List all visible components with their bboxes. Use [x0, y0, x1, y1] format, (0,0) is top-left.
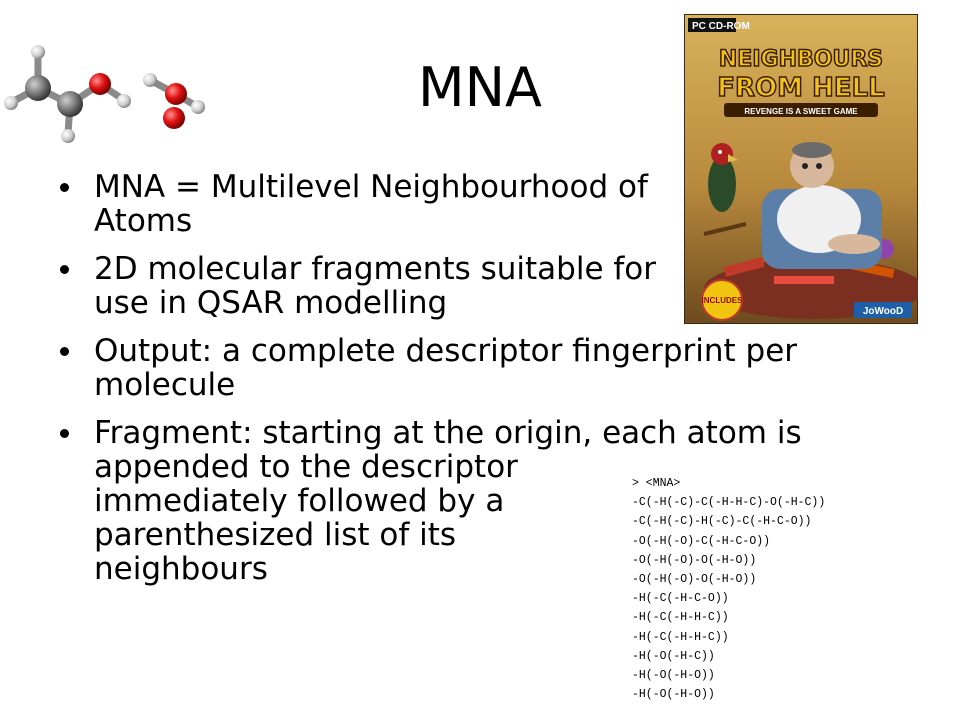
cover-title-line2: FROM HELL — [717, 73, 885, 103]
hydrogen-atom — [191, 100, 205, 114]
hydrogen-atom — [61, 129, 75, 143]
oxygen-atom — [163, 107, 185, 129]
mna-descriptor-line: -C(-H(-C)-H(-C)-C(-H-C-O)) — [632, 515, 812, 529]
bullet-dot — [60, 429, 69, 438]
carbon-atom — [25, 75, 51, 101]
sticker-label: INCLUDES — [701, 296, 743, 305]
mna-descriptor-line: -O(-H(-O)-O(-H-O)) — [632, 573, 757, 587]
bullet-text: 2D molecular fragments suitable for use in QSAR modelling — [94, 251, 657, 321]
bullet-dot — [60, 347, 69, 356]
hydrogen-atom — [117, 94, 131, 108]
bullet-item — [56, 334, 854, 402]
mna-descriptor-block — [632, 474, 825, 704]
publisher-logo: JoWooD — [862, 306, 904, 317]
mna-descriptor-line: -H(-C(-H-H-C)) — [632, 611, 729, 625]
bullet-text: Fragment: starting at the origin, each atom is appended to the descriptor immediately followed by a parenthesized list of its neighbours — [94, 415, 802, 587]
bullet-text: MNA = Multilevel Neighbourhood of Atoms — [94, 169, 648, 239]
oxygen-atom — [165, 83, 187, 105]
cover-tagline: REVENGE IS A SWEET GAME — [744, 107, 858, 116]
bullet-item — [56, 170, 674, 238]
slide-title: MNA — [418, 56, 542, 119]
hydrogen-atom — [143, 73, 157, 87]
mna-descriptor-line: -H(-C(-H-C-O)) — [632, 592, 729, 606]
bullet-text: Output: a complete descriptor fingerprint per molecule — [94, 333, 798, 403]
hydrogen-atom — [31, 45, 45, 59]
bullet-item — [56, 252, 694, 320]
cover-title-line1: NEIGHBOURS — [718, 47, 884, 72]
cover-badge: PC CD-ROM — [692, 21, 750, 32]
oxygen-atom — [89, 73, 111, 95]
mna-descriptor-line: -O(-H(-O)-C(-H-C-O)) — [632, 534, 771, 548]
mna-header-line: > <MNA> — [632, 477, 681, 490]
mna-descriptor-line: -H(-O(-H-O)) — [632, 688, 715, 702]
mna-descriptor-line: -H(-O(-H-C)) — [632, 649, 715, 663]
mna-descriptor-line: -C(-H(-C)-C(-H-H-C)-O(-H-C)) — [632, 496, 826, 510]
molecule-illustration — [0, 38, 220, 158]
carbon-atom — [57, 91, 83, 117]
mna-descriptor-line: -H(-C(-H-H-C)) — [632, 630, 729, 644]
mna-descriptor-line: -O(-H(-O)-O(-H-O)) — [632, 553, 757, 567]
bullet-dot — [60, 183, 69, 192]
hydrogen-atom — [4, 96, 18, 110]
mna-descriptor-line: -H(-O(-H-O)) — [632, 669, 715, 683]
bullet-dot — [60, 265, 69, 274]
molecule-atoms — [4, 45, 205, 143]
